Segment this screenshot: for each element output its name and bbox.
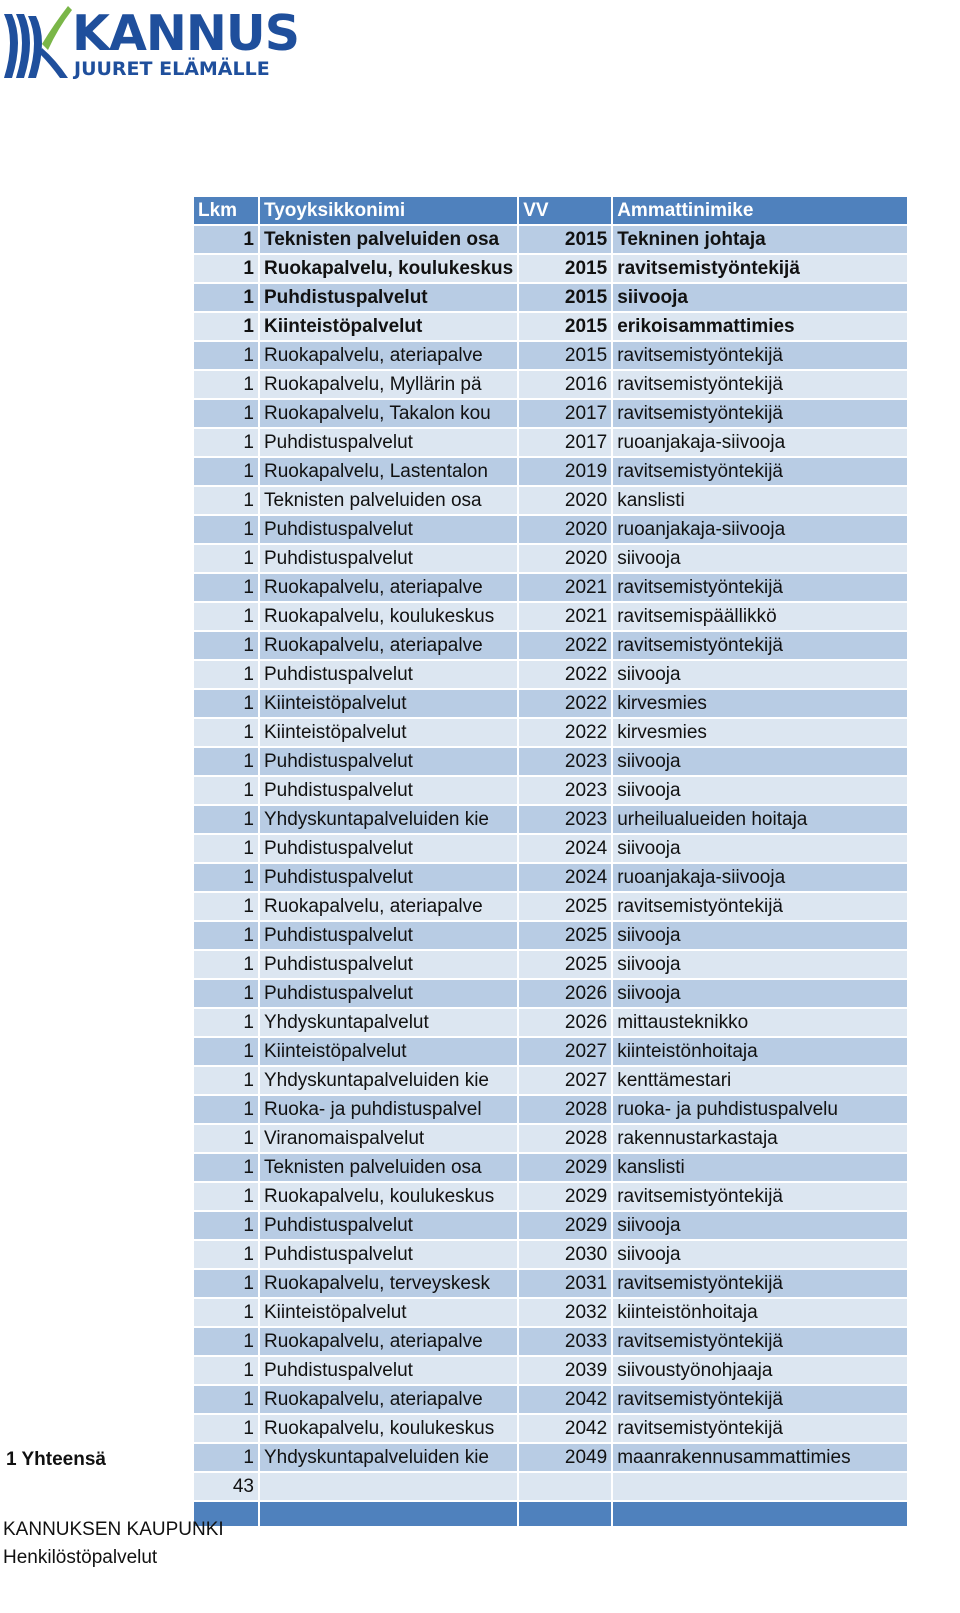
- organization-footer: [3, 1516, 224, 1572]
- cell-vv: 2026: [519, 980, 611, 1007]
- table-row: [194, 429, 907, 456]
- department-name: Henkilöstöpalvelut: [3, 1547, 158, 1568]
- header-ammattinimike: Ammattinimike: [613, 197, 907, 224]
- cell-unit: Puhdistuspalvelut: [260, 835, 517, 862]
- cell-unit: Puhdistuspalvelut: [260, 516, 517, 543]
- total-row: [194, 1473, 907, 1500]
- table-row: [194, 545, 907, 572]
- cell-unit: Viranomaispalvelut: [260, 1125, 517, 1152]
- total-value: 43: [194, 1473, 258, 1500]
- cell-unit: Kiinteistöpalvelut: [260, 1299, 517, 1326]
- cell-title: ravitsemistyöntekijä: [613, 400, 907, 427]
- cell-title: siivooja: [613, 777, 907, 804]
- cell-lkm: 1: [194, 806, 258, 833]
- total-empty-cell: [260, 1473, 517, 1500]
- cell-unit: Puhdistuspalvelut: [260, 661, 517, 688]
- cell-unit: Puhdistuspalvelut: [260, 748, 517, 775]
- cell-vv: 2031: [519, 1270, 611, 1297]
- cell-unit: Ruokapalvelu, koulukeskus: [260, 255, 517, 282]
- cell-vv: 2023: [519, 777, 611, 804]
- total-empty-cell: [613, 1473, 907, 1500]
- cell-unit: Ruokapalvelu, Myllärin pä: [260, 371, 517, 398]
- table-row: [194, 342, 907, 369]
- cell-vv: 2015: [519, 342, 611, 369]
- cell-title: ravitsemistyöntekijä: [613, 1328, 907, 1355]
- cell-lkm: 1: [194, 516, 258, 543]
- cell-lkm: 1: [194, 748, 258, 775]
- cell-vv: 2029: [519, 1212, 611, 1239]
- cell-vv: 2025: [519, 951, 611, 978]
- cell-lkm: 1: [194, 1125, 258, 1152]
- cell-unit: Yhdyskuntapalveluiden kie: [260, 1067, 517, 1094]
- cell-vv: 2024: [519, 835, 611, 862]
- cell-lkm: 1: [194, 835, 258, 862]
- organization-name: KANNUKSEN KAUPUNKI: [3, 1519, 224, 1540]
- logo-wordmark: KANNUS: [72, 5, 299, 62]
- table-row: [194, 1067, 907, 1094]
- cell-unit: Puhdistuspalvelut: [260, 864, 517, 891]
- cell-unit: Ruokapalvelu, koulukeskus: [260, 1415, 517, 1442]
- cell-vv: 2021: [519, 603, 611, 630]
- cell-vv: 2020: [519, 487, 611, 514]
- table-row: [194, 1270, 907, 1297]
- cell-vv: 2015: [519, 226, 611, 253]
- cell-title: kiinteistönhoitaja: [613, 1299, 907, 1326]
- table-row: [194, 1357, 907, 1384]
- cell-unit: Ruokapalvelu, Takalon kou: [260, 400, 517, 427]
- cell-unit: Puhdistuspalvelut: [260, 545, 517, 572]
- table-row: [194, 1415, 907, 1442]
- cell-lkm: 1: [194, 284, 258, 311]
- cell-unit: Yhdyskuntapalveluiden kie: [260, 1444, 517, 1471]
- cell-lkm: 1: [194, 1009, 258, 1036]
- cell-vv: 2022: [519, 690, 611, 717]
- cell-unit: Ruokapalvelu, koulukeskus: [260, 603, 517, 630]
- table-row: [194, 748, 907, 775]
- table-header-row: [194, 197, 907, 224]
- cell-vv: 2029: [519, 1154, 611, 1181]
- cell-title: ravitsemistyöntekijä: [613, 1386, 907, 1413]
- cell-vv: 2030: [519, 1241, 611, 1268]
- table-row: [194, 951, 907, 978]
- cell-vv: 2015: [519, 284, 611, 311]
- cell-title: siivooja: [613, 922, 907, 949]
- cell-lkm: 1: [194, 458, 258, 485]
- cell-title: rakennustarkastaja: [613, 1125, 907, 1152]
- cell-unit: Puhdistuspalvelut: [260, 951, 517, 978]
- table-body: [194, 226, 907, 1471]
- footer-band-cell: [519, 1502, 611, 1526]
- cell-unit: Ruokapalvelu, ateriapalve: [260, 1386, 517, 1413]
- cell-lkm: 1: [194, 1444, 258, 1471]
- cell-unit: Yhdyskuntapalvelut: [260, 1009, 517, 1036]
- table-row: [194, 1328, 907, 1355]
- cell-vv: 2027: [519, 1067, 611, 1094]
- cell-title: siivooja: [613, 980, 907, 1007]
- cell-lkm: 1: [194, 632, 258, 659]
- cell-title: ruoanjakaja-siivooja: [613, 864, 907, 891]
- cell-title: siivooja: [613, 545, 907, 572]
- cell-vv: 2042: [519, 1386, 611, 1413]
- cell-unit: Puhdistuspalvelut: [260, 777, 517, 804]
- cell-lkm: 1: [194, 1067, 258, 1094]
- cell-title: ravitsemistyöntekijä: [613, 893, 907, 920]
- cell-title: siivoustyönohjaaja: [613, 1357, 907, 1384]
- cell-vv: 2028: [519, 1125, 611, 1152]
- cell-lkm: 1: [194, 893, 258, 920]
- cell-unit: Ruokapalvelu, ateriapalve: [260, 1328, 517, 1355]
- table-row: [194, 1096, 907, 1123]
- header-vv: VV: [519, 197, 611, 224]
- cell-title: ravitsemistyöntekijä: [613, 255, 907, 282]
- cell-title: kenttämestari: [613, 1067, 907, 1094]
- cell-lkm: 1: [194, 719, 258, 746]
- cell-lkm: 1: [194, 1386, 258, 1413]
- cell-vv: 2015: [519, 313, 611, 340]
- cell-title: siivooja: [613, 284, 907, 311]
- cell-title: ruoanjakaja-siivooja: [613, 429, 907, 456]
- cell-unit: Ruokapalvelu, Lastentalon: [260, 458, 517, 485]
- cell-title: kanslisti: [613, 487, 907, 514]
- table-row: [194, 806, 907, 833]
- retirement-table: [192, 195, 909, 1528]
- kannus-logo-mark-icon: [2, 4, 74, 80]
- cell-lkm: 1: [194, 226, 258, 253]
- cell-unit: Puhdistuspalvelut: [260, 1357, 517, 1384]
- cell-lkm: 1: [194, 1183, 258, 1210]
- cell-title: kanslisti: [613, 1154, 907, 1181]
- kannus-logo: [2, 4, 302, 82]
- cell-vv: 2020: [519, 545, 611, 572]
- cell-lkm: 1: [194, 371, 258, 398]
- footer-band-cell: [613, 1502, 907, 1526]
- table-row: [194, 516, 907, 543]
- table-row: [194, 255, 907, 282]
- cell-vv: 2023: [519, 748, 611, 775]
- cell-title: ruoanjakaja-siivooja: [613, 516, 907, 543]
- cell-title: siivooja: [613, 951, 907, 978]
- cell-title: kirvesmies: [613, 690, 907, 717]
- cell-unit: Kiinteistöpalvelut: [260, 1038, 517, 1065]
- table-row: [194, 458, 907, 485]
- cell-title: ruoka- ja puhdistuspalvelu: [613, 1096, 907, 1123]
- cell-unit: Ruokapalvelu, terveyskesk: [260, 1270, 517, 1297]
- table-row: [194, 1009, 907, 1036]
- cell-unit: Puhdistuspalvelut: [260, 1212, 517, 1239]
- cell-title: ravitsemistyöntekijä: [613, 371, 907, 398]
- cell-title: ravitsemistyöntekijä: [613, 458, 907, 485]
- table-footer-band: [194, 1502, 907, 1526]
- table-row: [194, 661, 907, 688]
- cell-unit: Teknisten palveluiden osa: [260, 487, 517, 514]
- table-row: [194, 1038, 907, 1065]
- cell-lkm: 1: [194, 342, 258, 369]
- table-row: [194, 1386, 907, 1413]
- cell-lkm: 1: [194, 864, 258, 891]
- table-row: [194, 226, 907, 253]
- cell-title: siivooja: [613, 661, 907, 688]
- cell-lkm: 1: [194, 545, 258, 572]
- table-row: [194, 1154, 907, 1181]
- cell-unit: Ruokapalvelu, ateriapalve: [260, 893, 517, 920]
- cell-unit: Yhdyskuntapalveluiden kie: [260, 806, 517, 833]
- table-row: [194, 1212, 907, 1239]
- cell-vv: 2049: [519, 1444, 611, 1471]
- table-row: [194, 487, 907, 514]
- cell-vv: 2021: [519, 574, 611, 601]
- cell-lkm: 1: [194, 313, 258, 340]
- cell-lkm: 1: [194, 429, 258, 456]
- cell-unit: Ruokapalvelu, ateriapalve: [260, 632, 517, 659]
- cell-title: kiinteistönhoitaja: [613, 1038, 907, 1065]
- cell-unit: Ruokapalvelu, koulukeskus: [260, 1183, 517, 1210]
- cell-title: ravitsemispäällikkö: [613, 603, 907, 630]
- cell-unit: Ruokapalvelu, ateriapalve: [260, 574, 517, 601]
- cell-lkm: 1: [194, 603, 258, 630]
- cell-lkm: 1: [194, 400, 258, 427]
- cell-lkm: 1: [194, 1212, 258, 1239]
- header-lkm: Lkm: [194, 197, 258, 224]
- cell-unit: Teknisten palveluiden osa: [260, 1154, 517, 1181]
- cell-vv: 2024: [519, 864, 611, 891]
- cell-unit: Puhdistuspalvelut: [260, 1241, 517, 1268]
- cell-title: siivooja: [613, 1212, 907, 1239]
- cell-vv: 2022: [519, 632, 611, 659]
- cell-title: ravitsemistyöntekijä: [613, 1270, 907, 1297]
- cell-lkm: 1: [194, 1328, 258, 1355]
- cell-unit: Kiinteistöpalvelut: [260, 690, 517, 717]
- cell-vv: 2025: [519, 893, 611, 920]
- cell-unit: Ruokapalvelu, ateriapalve: [260, 342, 517, 369]
- cell-lkm: 1: [194, 661, 258, 688]
- cell-unit: Kiinteistöpalvelut: [260, 719, 517, 746]
- cell-title: kirvesmies: [613, 719, 907, 746]
- cell-vv: 2028: [519, 1096, 611, 1123]
- cell-unit: Puhdistuspalvelut: [260, 922, 517, 949]
- table-row: [194, 1444, 907, 1471]
- table-row: [194, 1183, 907, 1210]
- cell-title: ravitsemistyöntekijä: [613, 632, 907, 659]
- cell-title: mittausteknikko: [613, 1009, 907, 1036]
- cell-unit: Puhdistuspalvelut: [260, 429, 517, 456]
- cell-lkm: 1: [194, 690, 258, 717]
- cell-title: ravitsemistyöntekijä: [613, 1183, 907, 1210]
- cell-title: erikoisammattimies: [613, 313, 907, 340]
- cell-vv: 2026: [519, 1009, 611, 1036]
- cell-vv: 2027: [519, 1038, 611, 1065]
- table-row: [194, 313, 907, 340]
- cell-unit: Puhdistuspalvelut: [260, 980, 517, 1007]
- cell-lkm: 1: [194, 1038, 258, 1065]
- logo-tagline: JUURET ELÄMÄLLE: [74, 58, 270, 80]
- cell-vv: 2033: [519, 1328, 611, 1355]
- cell-vv: 2020: [519, 516, 611, 543]
- cell-title: siivooja: [613, 1241, 907, 1268]
- cell-vv: 2025: [519, 922, 611, 949]
- table-row: [194, 1241, 907, 1268]
- cell-lkm: 1: [194, 574, 258, 601]
- cell-title: Tekninen johtaja: [613, 226, 907, 253]
- table-row: [194, 603, 907, 630]
- cell-title: ravitsemistyöntekijä: [613, 574, 907, 601]
- table-row: [194, 632, 907, 659]
- cell-vv: 2023: [519, 806, 611, 833]
- cell-vv: 2015: [519, 255, 611, 282]
- cell-title: maanrakennusammattimies: [613, 1444, 907, 1471]
- cell-lkm: 1: [194, 777, 258, 804]
- cell-lkm: 1: [194, 1241, 258, 1268]
- cell-lkm: 1: [194, 255, 258, 282]
- cell-vv: 2019: [519, 458, 611, 485]
- cell-vv: 2017: [519, 429, 611, 456]
- cell-vv: 2042: [519, 1415, 611, 1442]
- cell-title: ravitsemistyöntekijä: [613, 1415, 907, 1442]
- table-row: [194, 777, 907, 804]
- table-row: [194, 284, 907, 311]
- table-row: [194, 835, 907, 862]
- cell-lkm: 1: [194, 922, 258, 949]
- table-row: [194, 922, 907, 949]
- cell-title: ravitsemistyöntekijä: [613, 342, 907, 369]
- cell-lkm: 1: [194, 1270, 258, 1297]
- cell-vv: 2039: [519, 1357, 611, 1384]
- cell-title: siivooja: [613, 835, 907, 862]
- table-row: [194, 400, 907, 427]
- cell-title: urheilualueiden hoitaja: [613, 806, 907, 833]
- table-row: [194, 371, 907, 398]
- cell-vv: 2017: [519, 400, 611, 427]
- cell-lkm: 1: [194, 1299, 258, 1326]
- table-row: [194, 893, 907, 920]
- cell-lkm: 1: [194, 1096, 258, 1123]
- cell-vv: 2022: [519, 661, 611, 688]
- cell-unit: Teknisten palveluiden osa: [260, 226, 517, 253]
- cell-unit: Puhdistuspalvelut: [260, 284, 517, 311]
- cell-lkm: 1: [194, 951, 258, 978]
- table-row: [194, 1299, 907, 1326]
- cell-lkm: 1: [194, 980, 258, 1007]
- cell-vv: 2032: [519, 1299, 611, 1326]
- cell-unit: Kiinteistöpalvelut: [260, 313, 517, 340]
- cell-title: siivooja: [613, 748, 907, 775]
- total-label: 1 Yhteensä: [6, 1449, 106, 1470]
- cell-vv: 2016: [519, 371, 611, 398]
- header-tyoyksikkonimi: Tyoyksikkonimi: [260, 197, 517, 224]
- cell-unit: Ruoka- ja puhdistuspalvel: [260, 1096, 517, 1123]
- table-row: [194, 1125, 907, 1152]
- table-row: [194, 574, 907, 601]
- cell-lkm: 1: [194, 1154, 258, 1181]
- cell-lkm: 1: [194, 1357, 258, 1384]
- total-empty-cell: [519, 1473, 611, 1500]
- table-row: [194, 690, 907, 717]
- footer-band-cell: [260, 1502, 517, 1526]
- cell-lkm: 1: [194, 487, 258, 514]
- cell-vv: 2029: [519, 1183, 611, 1210]
- table-row: [194, 980, 907, 1007]
- table-row: [194, 719, 907, 746]
- cell-vv: 2022: [519, 719, 611, 746]
- cell-lkm: 1: [194, 1415, 258, 1442]
- table-row: [194, 864, 907, 891]
